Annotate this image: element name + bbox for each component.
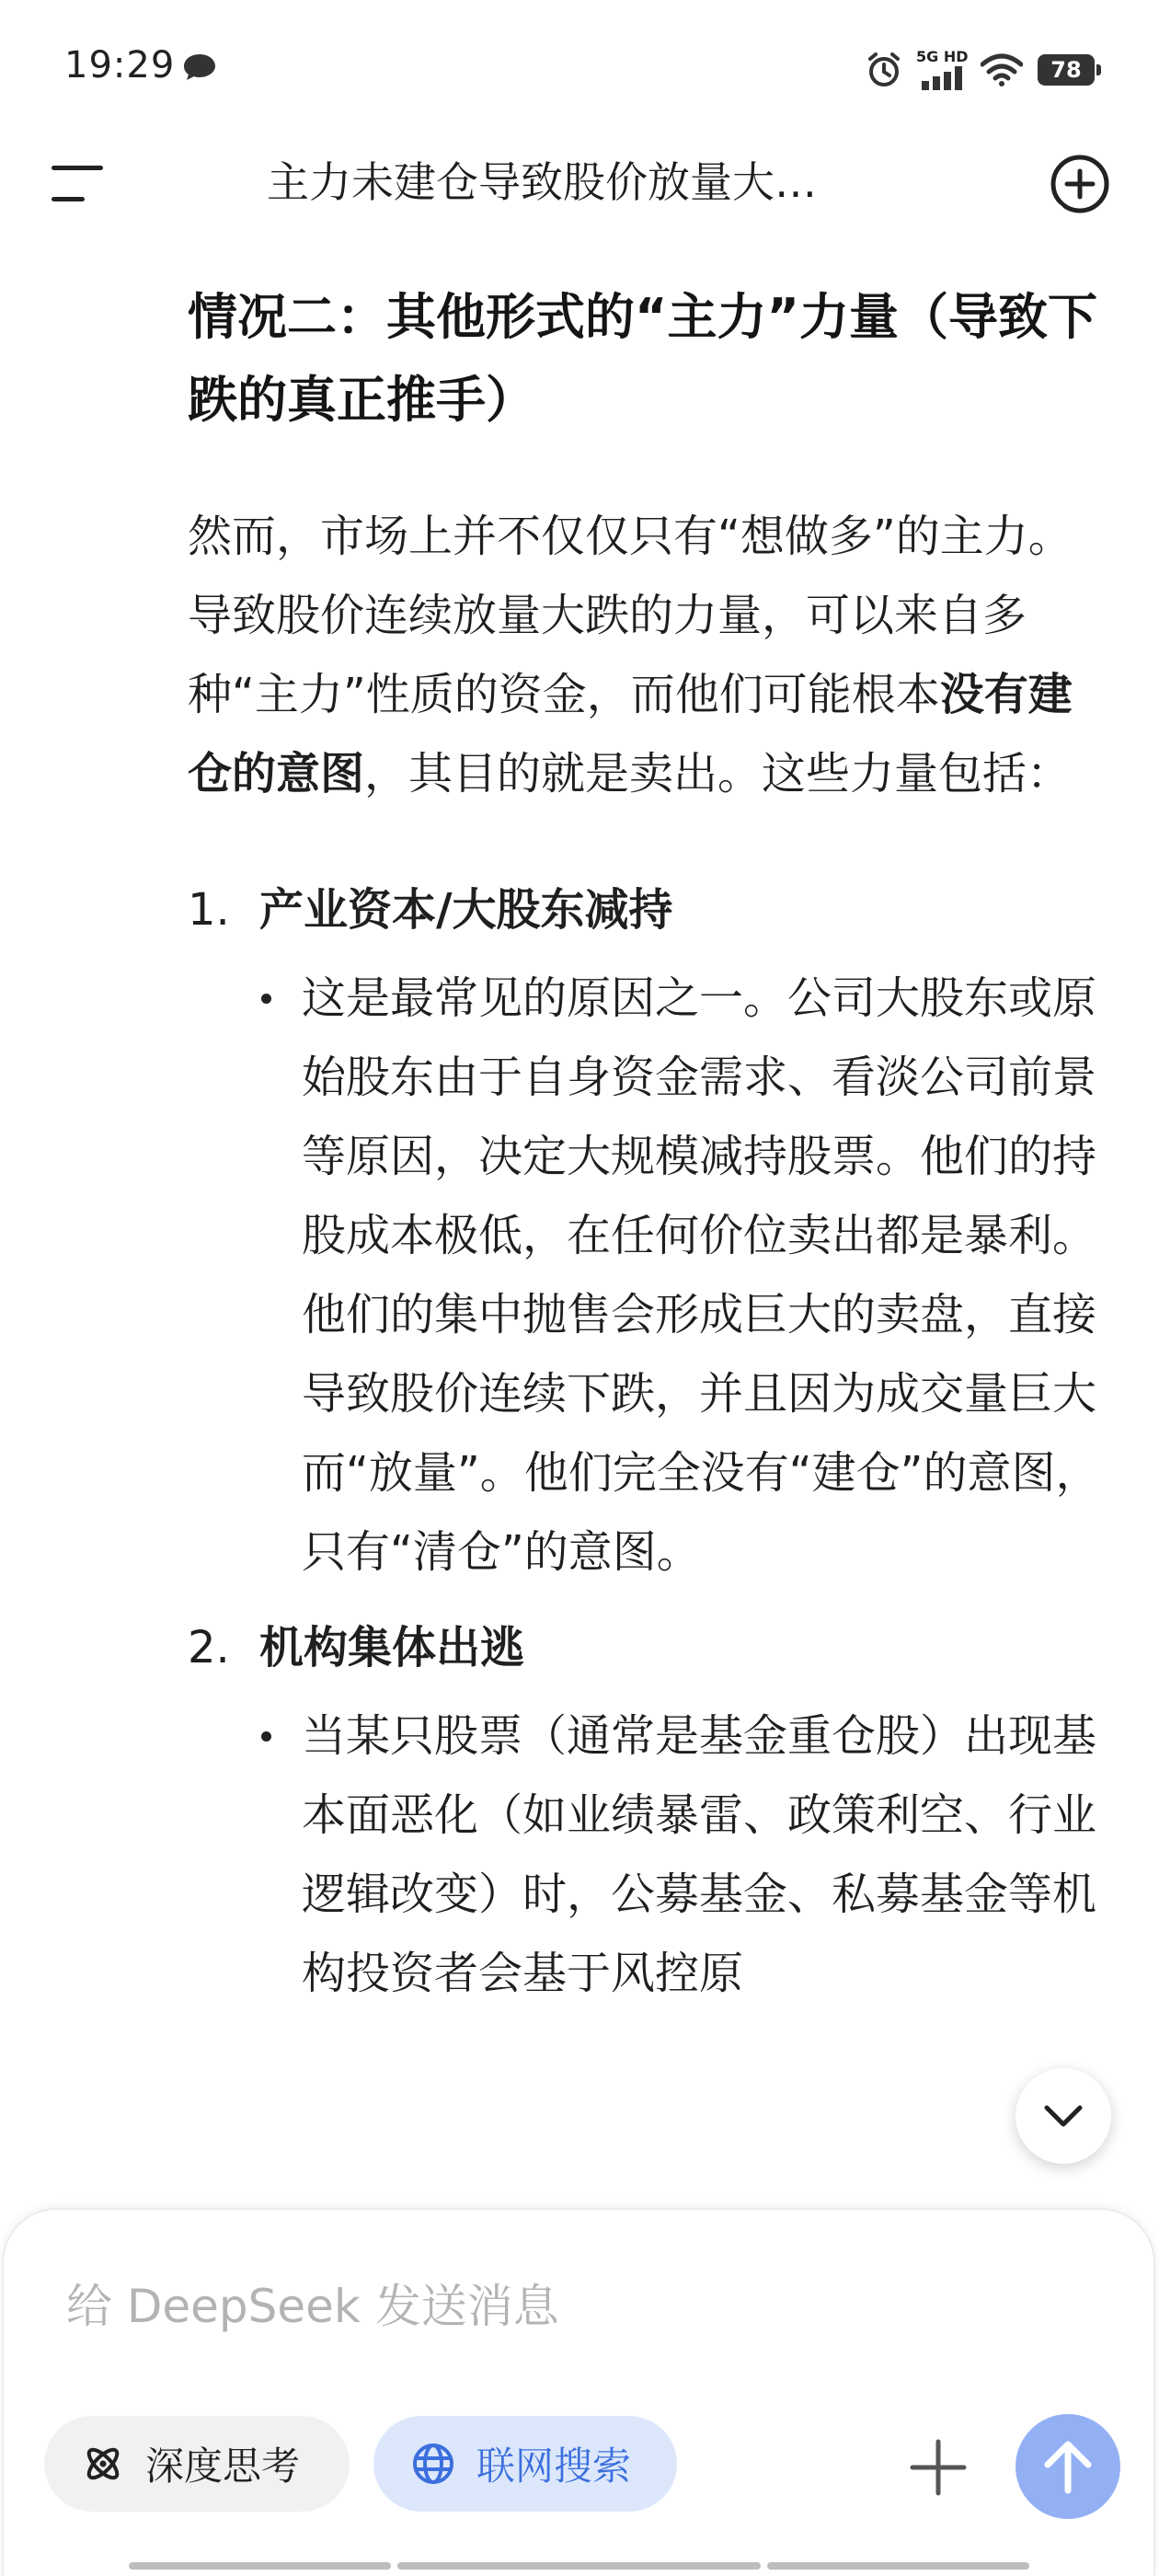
deep-think-label: 深度思考 [145, 2444, 301, 2489]
bullet-text: 当某只股票（通常是基金重仓股）出现基本面恶化（如业绩暴雷、政策利空、行业逻辑改变）时，公募基金、私募基金等机构投资者会基于风控原 [302, 1710, 1097, 1999]
home-indicator [0, 2562, 1159, 2570]
bullet-paragraph [188, 959, 1107, 1592]
send-button[interactable] [1016, 2414, 1120, 2519]
home-indicator-segment [767, 2562, 1029, 2570]
signal-icon [916, 48, 969, 90]
list-item-title [188, 1608, 1107, 1687]
message-input[interactable] [66, 2274, 1078, 2339]
chat-message-content [188, 276, 1107, 2199]
intro-bold-text: 没有建仓的意图 [188, 669, 1073, 799]
scroll-to-bottom-button[interactable] [1016, 2068, 1111, 2164]
attach-plus-icon[interactable] [909, 2438, 968, 2497]
list-item [188, 1608, 1107, 2013]
bullet-dot [261, 994, 271, 1004]
message-composer [2, 2208, 1155, 2576]
intro-paragraph [188, 497, 1107, 813]
home-indicator-segment [397, 2562, 761, 2570]
chat-bubble-icon [182, 52, 217, 82]
network-type: 5G HD [916, 48, 969, 65]
bullet-dot [261, 1731, 271, 1742]
bullet-paragraph [188, 1696, 1107, 2013]
status-icons [866, 48, 1095, 92]
intro-text-start: 然而，市场上并不仅仅只有“想做多”的主力。导致股价连续放量大跌的力量，可以来自多种“主力”性质的资金，而他们可能根本 [188, 511, 1073, 720]
list-number: 2. [188, 1622, 230, 1673]
battery-icon: 78 [1038, 54, 1095, 86]
status-time: 19:29 [64, 44, 176, 86]
web-search-label: 联网搜索 [476, 2444, 632, 2489]
alarm-icon [866, 52, 901, 88]
list-item-title [188, 870, 1107, 949]
home-indicator-segment [129, 2562, 391, 2570]
conversation-title[interactable]: 主力未建仓导致股价放量大… [267, 157, 817, 207]
wifi-icon [981, 53, 1023, 86]
deep-think-toggle[interactable] [44, 2416, 350, 2512]
section-title: 情况二：其他形式的“主力”力量（导致下跌的真正推手） [188, 288, 1097, 429]
web-search-toggle[interactable] [373, 2416, 677, 2512]
intro-text-end: ，其目的就是卖出。这些力量包括： [364, 748, 1072, 799]
chevron-down-icon [1043, 2104, 1084, 2128]
arrow-up-icon [1042, 2439, 1094, 2494]
status-bar [0, 0, 1159, 138]
menu-icon[interactable] [48, 158, 109, 210]
list-item [188, 870, 1107, 1592]
list-number: 1. [188, 884, 230, 936]
globe-icon [410, 2441, 456, 2487]
app-header [0, 138, 1159, 230]
new-chat-icon[interactable] [1049, 153, 1111, 215]
atom-icon [81, 2442, 125, 2486]
bullet-text: 这是最常见的原因之一。公司大股东或原始股东由于自身资金需求、看淡公司前景等原因，决定大规模减持股票。他们的持股成本极低，在任何价位卖出都是暴利。他们的集中抛售会形成巨大的卖盘，直接导致股价连续下跌，并且因为成交量巨大而“放量”。他们完全没有“建仓”的意图，只有“清仓”的意图。 [302, 972, 1100, 1578]
list-item-heading: 机构集体出逃 [259, 1622, 525, 1673]
list-item-heading: 产业资本/大股东减持 [259, 884, 673, 936]
